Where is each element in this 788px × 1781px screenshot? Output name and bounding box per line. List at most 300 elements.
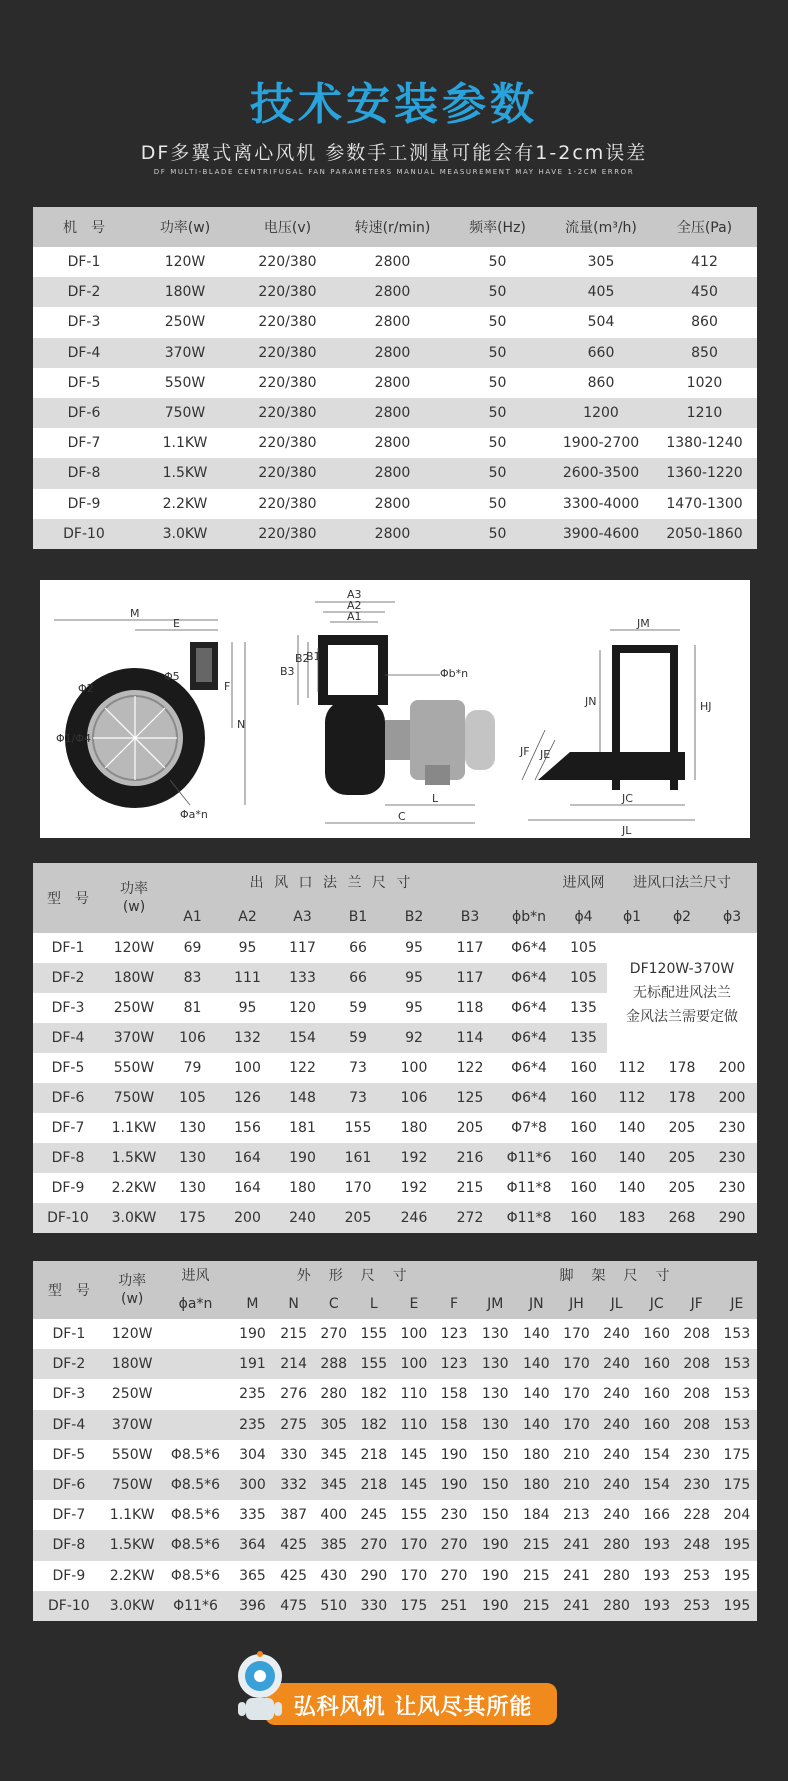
table-cell: DF-2 bbox=[33, 277, 135, 307]
table-cell: 345 bbox=[314, 1470, 354, 1500]
table-cell: 126 bbox=[220, 1083, 275, 1113]
table-cell: 153 bbox=[717, 1410, 757, 1440]
table-cell: 160 bbox=[560, 1083, 607, 1113]
table-cell: 2800 bbox=[340, 338, 445, 368]
table-cell: 1380-1240 bbox=[652, 428, 757, 458]
table-cell: 105 bbox=[165, 1083, 220, 1113]
spec-header-row bbox=[33, 207, 757, 247]
table-cell: 228 bbox=[677, 1500, 717, 1530]
table-cell: 240 bbox=[275, 1203, 330, 1233]
table-cell: 81 bbox=[165, 993, 220, 1023]
header-inlet: 进风 bbox=[160, 1261, 232, 1289]
table-cell: Φ8.5*6 bbox=[160, 1530, 232, 1560]
table-cell: 114 bbox=[442, 1023, 498, 1053]
table-cell: 332 bbox=[274, 1470, 314, 1500]
table-cell: 305 bbox=[314, 1410, 354, 1440]
flange-subheader-cell: A1 bbox=[165, 901, 220, 933]
table-cell: 193 bbox=[637, 1591, 677, 1621]
table-cell: 253 bbox=[677, 1591, 717, 1621]
table-cell: 117 bbox=[275, 933, 330, 963]
table-cell: 158 bbox=[434, 1379, 474, 1409]
table-cell: DF-2 bbox=[33, 1349, 105, 1379]
table-cell: 750W bbox=[103, 1083, 165, 1113]
flange-table bbox=[33, 863, 757, 1233]
header-outline: 外 形 尺 寸 bbox=[231, 1261, 474, 1289]
table-cell: 230 bbox=[707, 1173, 757, 1203]
table-cell: 200 bbox=[707, 1053, 757, 1083]
table-cell: 105 bbox=[560, 963, 607, 993]
table-cell: 160 bbox=[560, 1113, 607, 1143]
table-cell: 230 bbox=[677, 1440, 717, 1470]
table-cell: 73 bbox=[330, 1053, 386, 1083]
table-cell: 245 bbox=[354, 1500, 394, 1530]
table-cell: 275 bbox=[274, 1410, 314, 1440]
table-cell: 178 bbox=[657, 1053, 707, 1083]
table-cell: DF-8 bbox=[33, 1530, 105, 1560]
note-line: 无标配进风法兰 bbox=[633, 985, 732, 1001]
table-cell: 122 bbox=[442, 1053, 498, 1083]
table-cell: 205 bbox=[657, 1113, 707, 1143]
table-cell: 190 bbox=[474, 1591, 516, 1621]
table-cell: 208 bbox=[677, 1319, 717, 1349]
table-cell: 1.1KW bbox=[103, 1113, 165, 1143]
table-cell: 1.5KW bbox=[105, 1530, 160, 1560]
table-cell: 135 bbox=[560, 993, 607, 1023]
table-cell: 154 bbox=[637, 1470, 677, 1500]
header-model: 型 号 bbox=[33, 1261, 105, 1319]
table-cell: 95 bbox=[220, 993, 275, 1023]
table-cell: 160 bbox=[637, 1379, 677, 1409]
dimension-subheader-cell: C bbox=[314, 1289, 354, 1319]
table-row bbox=[33, 1440, 757, 1470]
stand-view bbox=[519, 617, 712, 837]
table-cell: 2050-1860 bbox=[652, 519, 757, 549]
label-phi1-phi4: Φ1/Φ4 bbox=[56, 732, 92, 745]
table-cell: 192 bbox=[386, 1173, 442, 1203]
table-cell: 50 bbox=[445, 398, 550, 428]
table-cell: 2.2KW bbox=[135, 489, 235, 519]
label-l: L bbox=[432, 792, 439, 805]
table-cell: 220/380 bbox=[235, 247, 340, 277]
table-cell: 180W bbox=[103, 963, 165, 993]
dimension-subheader-cell: JC bbox=[637, 1289, 677, 1319]
table-cell: 161 bbox=[330, 1143, 386, 1173]
table-cell: 400 bbox=[314, 1500, 354, 1530]
table-cell: 860 bbox=[652, 307, 757, 337]
flange-subheader-cell: B2 bbox=[386, 901, 442, 933]
label-n: N bbox=[237, 718, 246, 731]
table-cell: 240 bbox=[597, 1410, 637, 1440]
table-cell: DF-4 bbox=[33, 1410, 105, 1440]
table-cell: 110 bbox=[394, 1379, 434, 1409]
table-row bbox=[33, 338, 757, 368]
table-cell bbox=[160, 1319, 232, 1349]
table-cell: 280 bbox=[597, 1591, 637, 1621]
table-row bbox=[33, 368, 757, 398]
table-cell: Φ11*8 bbox=[498, 1173, 560, 1203]
table-cell: 130 bbox=[165, 1173, 220, 1203]
table-cell: 200 bbox=[707, 1083, 757, 1113]
table-cell: 50 bbox=[445, 428, 550, 458]
table-cell: 2800 bbox=[340, 398, 445, 428]
table-cell: 180W bbox=[135, 277, 235, 307]
table-cell: 140 bbox=[516, 1379, 556, 1409]
table-cell: 3.0KW bbox=[105, 1591, 160, 1621]
dimension-table bbox=[33, 1261, 757, 1621]
dimension-subheader-cell: L bbox=[354, 1289, 394, 1319]
table-cell: 750W bbox=[105, 1470, 160, 1500]
table-cell: 280 bbox=[314, 1379, 354, 1409]
table-cell: DF-10 bbox=[33, 1591, 105, 1621]
table-cell: 120W bbox=[135, 247, 235, 277]
table-cell: 200 bbox=[220, 1203, 275, 1233]
table-cell: 425 bbox=[274, 1530, 314, 1560]
table-cell: DF-3 bbox=[33, 1379, 105, 1409]
table-cell: 205 bbox=[442, 1113, 498, 1143]
table-cell: 205 bbox=[657, 1143, 707, 1173]
table-cell: 140 bbox=[516, 1319, 556, 1349]
table-cell: 215 bbox=[516, 1561, 556, 1591]
table-cell: 246 bbox=[386, 1203, 442, 1233]
table-cell: 50 bbox=[445, 307, 550, 337]
table-cell: 3900-4600 bbox=[550, 519, 652, 549]
table-cell: 164 bbox=[220, 1173, 275, 1203]
table-cell: 130 bbox=[474, 1349, 516, 1379]
table-cell: 170 bbox=[556, 1319, 596, 1349]
table-cell: 95 bbox=[386, 963, 442, 993]
spec-header-cell: 频率(Hz) bbox=[445, 207, 550, 247]
table-cell: 2.2KW bbox=[103, 1173, 165, 1203]
flange-subheader-cell: ϕ1 bbox=[607, 901, 657, 933]
label-f: F bbox=[224, 680, 231, 693]
dimension-subheader-cell: JE bbox=[717, 1289, 757, 1319]
table-cell: 155 bbox=[330, 1113, 386, 1143]
flange-subheader-cell: ϕ2 bbox=[657, 901, 707, 933]
table-cell: DF-3 bbox=[33, 993, 103, 1023]
table-cell: 79 bbox=[165, 1053, 220, 1083]
table-cell: 133 bbox=[275, 963, 330, 993]
table-cell: 180 bbox=[386, 1113, 442, 1143]
table-row bbox=[33, 1410, 757, 1440]
dimension-subheader-cell: JN bbox=[516, 1289, 556, 1319]
table-cell: 145 bbox=[394, 1440, 434, 1470]
table-cell: DF-9 bbox=[33, 1173, 103, 1203]
table-cell: 111 bbox=[220, 963, 275, 993]
table-cell: 95 bbox=[220, 933, 275, 963]
table-cell: 59 bbox=[330, 993, 386, 1023]
table-row bbox=[33, 1591, 757, 1621]
table-row bbox=[33, 247, 757, 277]
table-cell: 240 bbox=[597, 1379, 637, 1409]
table-cell: 1200 bbox=[550, 398, 652, 428]
dimension-subheader-cell: JH bbox=[556, 1289, 596, 1319]
table-cell: 155 bbox=[394, 1500, 434, 1530]
table-row bbox=[33, 1083, 757, 1113]
table-cell: 3.0KW bbox=[103, 1203, 165, 1233]
spec-header-cell: 流量(m³/h) bbox=[550, 207, 652, 247]
table-cell: 160 bbox=[637, 1410, 677, 1440]
table-cell: 140 bbox=[607, 1143, 657, 1173]
table-cell: 2800 bbox=[340, 458, 445, 488]
table-cell: 130 bbox=[474, 1379, 516, 1409]
table-cell: 280 bbox=[597, 1530, 637, 1560]
table-cell: 100 bbox=[220, 1053, 275, 1083]
table-cell: 396 bbox=[231, 1591, 273, 1621]
table-cell: 220/380 bbox=[235, 277, 340, 307]
table-cell: 240 bbox=[597, 1319, 637, 1349]
table-row bbox=[33, 1561, 757, 1591]
table-cell: 205 bbox=[330, 1203, 386, 1233]
table-cell: DF-8 bbox=[33, 1143, 103, 1173]
table-cell: 2600-3500 bbox=[550, 458, 652, 488]
table-cell: Φ6*4 bbox=[498, 1023, 560, 1053]
table-cell: 2800 bbox=[340, 307, 445, 337]
table-cell: 205 bbox=[657, 1173, 707, 1203]
fan-front-view bbox=[54, 607, 245, 821]
table-cell: Φ8.5*6 bbox=[160, 1470, 232, 1500]
table-cell: DF-1 bbox=[33, 933, 103, 963]
table-cell: 270 bbox=[354, 1530, 394, 1560]
table-cell: 148 bbox=[275, 1083, 330, 1113]
table-cell: 180 bbox=[275, 1173, 330, 1203]
table-cell: 1.1KW bbox=[105, 1500, 160, 1530]
table-row bbox=[33, 1319, 757, 1349]
table-cell: Φ11*8 bbox=[498, 1203, 560, 1233]
table-cell: 182 bbox=[354, 1410, 394, 1440]
dimension-subheader-cell: N bbox=[274, 1289, 314, 1319]
spec-header-cell: 功率(w) bbox=[135, 207, 235, 247]
table-cell: 120W bbox=[103, 933, 165, 963]
table-cell: 370W bbox=[103, 1023, 165, 1053]
table-cell: 181 bbox=[275, 1113, 330, 1143]
table-cell: 190 bbox=[474, 1561, 516, 1591]
table-cell: 175 bbox=[165, 1203, 220, 1233]
table-cell: 218 bbox=[354, 1470, 394, 1500]
table-cell: 140 bbox=[607, 1173, 657, 1203]
table-row bbox=[33, 1530, 757, 1560]
table-cell: 123 bbox=[434, 1349, 474, 1379]
table-cell: 140 bbox=[516, 1410, 556, 1440]
table-cell: 1.5KW bbox=[103, 1143, 165, 1173]
label-c: C bbox=[398, 810, 406, 823]
table-cell: 288 bbox=[314, 1349, 354, 1379]
table-cell: 1900-2700 bbox=[550, 428, 652, 458]
table-row bbox=[33, 1379, 757, 1409]
table-cell: 112 bbox=[607, 1083, 657, 1113]
table-cell: 215 bbox=[516, 1591, 556, 1621]
table-cell: 220/380 bbox=[235, 489, 340, 519]
label-b2: B2 bbox=[295, 652, 310, 665]
table-cell: 220/380 bbox=[235, 338, 340, 368]
table-cell: 270 bbox=[434, 1561, 474, 1591]
table-cell: 182 bbox=[354, 1379, 394, 1409]
header-stand: 脚 架 尺 寸 bbox=[474, 1261, 757, 1289]
table-cell: 59 bbox=[330, 1023, 386, 1053]
spec-header-cell: 全压(Pa) bbox=[652, 207, 757, 247]
table-cell: 120 bbox=[275, 993, 330, 1023]
table-cell: 195 bbox=[717, 1530, 757, 1560]
label-jm: JM bbox=[637, 617, 650, 630]
table-cell: 130 bbox=[474, 1410, 516, 1440]
table-cell: 180 bbox=[516, 1470, 556, 1500]
table-row bbox=[33, 489, 757, 519]
dimension-subheader-cell: F bbox=[434, 1289, 474, 1319]
table-cell: 190 bbox=[434, 1440, 474, 1470]
table-cell: 510 bbox=[314, 1591, 354, 1621]
table-cell: 387 bbox=[274, 1500, 314, 1530]
inlet-flange-note bbox=[607, 933, 757, 1053]
table-row bbox=[33, 519, 757, 549]
table-cell: 130 bbox=[165, 1113, 220, 1143]
table-cell: 130 bbox=[165, 1143, 220, 1173]
spec-header-cell: 电压(v) bbox=[235, 207, 340, 247]
table-cell: DF-3 bbox=[33, 307, 135, 337]
table-cell: 300 bbox=[231, 1470, 273, 1500]
header-inlet-flange: 进风口法兰尺寸 bbox=[607, 863, 757, 901]
table-cell: DF-7 bbox=[33, 1500, 105, 1530]
table-cell: 191 bbox=[231, 1349, 273, 1379]
table-cell: 276 bbox=[274, 1379, 314, 1409]
table-cell: 214 bbox=[274, 1349, 314, 1379]
header-power: 功率 (w) bbox=[103, 863, 165, 933]
table-cell: 290 bbox=[707, 1203, 757, 1233]
label-phi-a-n: Φa*n bbox=[180, 808, 208, 821]
table-cell: 50 bbox=[445, 368, 550, 398]
table-cell: 117 bbox=[442, 933, 498, 963]
spec-header-cell: 机 号 bbox=[33, 207, 135, 247]
table-cell: 215 bbox=[442, 1173, 498, 1203]
table-cell: Φ6*4 bbox=[498, 993, 560, 1023]
table-cell: 183 bbox=[607, 1203, 657, 1233]
table-cell: DF-8 bbox=[33, 458, 135, 488]
table-cell: 208 bbox=[677, 1349, 717, 1379]
label-a3: A3 bbox=[347, 588, 362, 601]
table-cell: 140 bbox=[607, 1113, 657, 1143]
label-b3: B3 bbox=[280, 665, 295, 678]
table-cell: 160 bbox=[637, 1319, 677, 1349]
table-cell: 95 bbox=[386, 993, 442, 1023]
label-jc: JC bbox=[622, 792, 633, 805]
table-cell: 112 bbox=[607, 1053, 657, 1083]
table-cell: DF-1 bbox=[33, 1319, 105, 1349]
page-title: 技术安装参数 bbox=[250, 79, 538, 130]
table-cell: Φ11*6 bbox=[498, 1143, 560, 1173]
label-m: M bbox=[130, 607, 140, 620]
table-cell: 1470-1300 bbox=[652, 489, 757, 519]
table-cell: 153 bbox=[717, 1379, 757, 1409]
table-cell: 240 bbox=[597, 1500, 637, 1530]
table-row bbox=[33, 1500, 757, 1530]
table-cell: Φ6*4 bbox=[498, 963, 560, 993]
table-cell: Φ8.5*6 bbox=[160, 1500, 232, 1530]
label-jf: JF bbox=[520, 745, 530, 758]
table-cell: 154 bbox=[275, 1023, 330, 1053]
table-cell: DF-5 bbox=[33, 368, 135, 398]
table-cell: 270 bbox=[434, 1530, 474, 1560]
table-cell: 156 bbox=[220, 1113, 275, 1143]
table-cell: 92 bbox=[386, 1023, 442, 1053]
table-cell: DF-4 bbox=[33, 338, 135, 368]
table-cell: 110 bbox=[394, 1410, 434, 1440]
table-cell: 193 bbox=[637, 1561, 677, 1591]
label-b1: B1 bbox=[306, 650, 321, 663]
table-cell: 50 bbox=[445, 277, 550, 307]
table-cell: 164 bbox=[220, 1143, 275, 1173]
table-cell: 175 bbox=[717, 1440, 757, 1470]
table-cell: 180 bbox=[516, 1440, 556, 1470]
note-line: 金风法兰需要定做 bbox=[626, 1009, 739, 1025]
table-cell: 178 bbox=[657, 1083, 707, 1113]
table-cell: 215 bbox=[516, 1530, 556, 1560]
fan-dimension-diagram bbox=[40, 580, 750, 838]
flange-subheader-cell: B3 bbox=[442, 901, 498, 933]
table-cell: 145 bbox=[394, 1470, 434, 1500]
table-cell: 3300-4000 bbox=[550, 489, 652, 519]
dimension-subheader-cell: ϕa*n bbox=[160, 1289, 232, 1319]
dimension-subheader-cell: JL bbox=[597, 1289, 637, 1319]
page-subtitle-english: DF MULTI-BLADE CENTRIFUGAL FAN PARAMETERS MANUAL MEASUREMENT MAY HAVE 1-2CM ERROR bbox=[153, 168, 635, 176]
table-cell: 272 bbox=[442, 1203, 498, 1233]
table-cell: 95 bbox=[386, 933, 442, 963]
table-cell: 550W bbox=[103, 1053, 165, 1083]
table-cell: 335 bbox=[231, 1500, 273, 1530]
table-cell: DF-5 bbox=[33, 1440, 105, 1470]
table-row bbox=[33, 1349, 757, 1379]
table-cell: DF-9 bbox=[33, 1561, 105, 1591]
dimension-subheader-cell: JF bbox=[677, 1289, 717, 1319]
flange-subheader-cell: ϕ3 bbox=[707, 901, 757, 933]
table-cell: DF-6 bbox=[33, 1083, 103, 1113]
table-cell: DF-9 bbox=[33, 489, 135, 519]
fan-side-view bbox=[280, 588, 495, 823]
table-cell: DF-5 bbox=[33, 1053, 103, 1083]
table-cell: DF-6 bbox=[33, 398, 135, 428]
table-cell: 193 bbox=[637, 1530, 677, 1560]
label-jl: JL bbox=[622, 824, 632, 837]
table-cell: 150 bbox=[474, 1440, 516, 1470]
table-cell: Φ6*4 bbox=[498, 1083, 560, 1113]
table-cell: 175 bbox=[717, 1470, 757, 1500]
table-cell: 248 bbox=[677, 1530, 717, 1560]
table-cell: 83 bbox=[165, 963, 220, 993]
table-cell: 230 bbox=[707, 1143, 757, 1173]
table-cell: 190 bbox=[434, 1470, 474, 1500]
table-cell: 118 bbox=[442, 993, 498, 1023]
table-cell: 2.2KW bbox=[105, 1561, 160, 1591]
table-cell: 253 bbox=[677, 1561, 717, 1591]
table-cell: 160 bbox=[560, 1203, 607, 1233]
table-cell: 2800 bbox=[340, 519, 445, 549]
table-cell: 425 bbox=[274, 1561, 314, 1591]
note-line: DF120W-370W bbox=[629, 961, 735, 977]
slogan-text: 弘科风机 让风尽其所能 bbox=[293, 1695, 533, 1720]
table-cell: 330 bbox=[354, 1591, 394, 1621]
page-subtitle: DF多翼式离心风机 参数手工测量可能会有1-2cm误差 bbox=[140, 142, 648, 164]
table-cell bbox=[160, 1379, 232, 1409]
table-cell: 220/380 bbox=[235, 307, 340, 337]
table-cell: 220/380 bbox=[235, 398, 340, 428]
flange-subheader-cell: ϕb*n bbox=[498, 901, 560, 933]
table-cell: 385 bbox=[314, 1530, 354, 1560]
label-phi-b-n: Φb*n bbox=[440, 667, 469, 680]
table-cell: 160 bbox=[560, 1053, 607, 1083]
table-cell: 73 bbox=[330, 1083, 386, 1113]
table-cell: 220/380 bbox=[235, 368, 340, 398]
table-cell: 250W bbox=[105, 1379, 160, 1409]
table-cell: 50 bbox=[445, 519, 550, 549]
table-row bbox=[33, 1173, 757, 1203]
table-cell: 270 bbox=[314, 1319, 354, 1349]
